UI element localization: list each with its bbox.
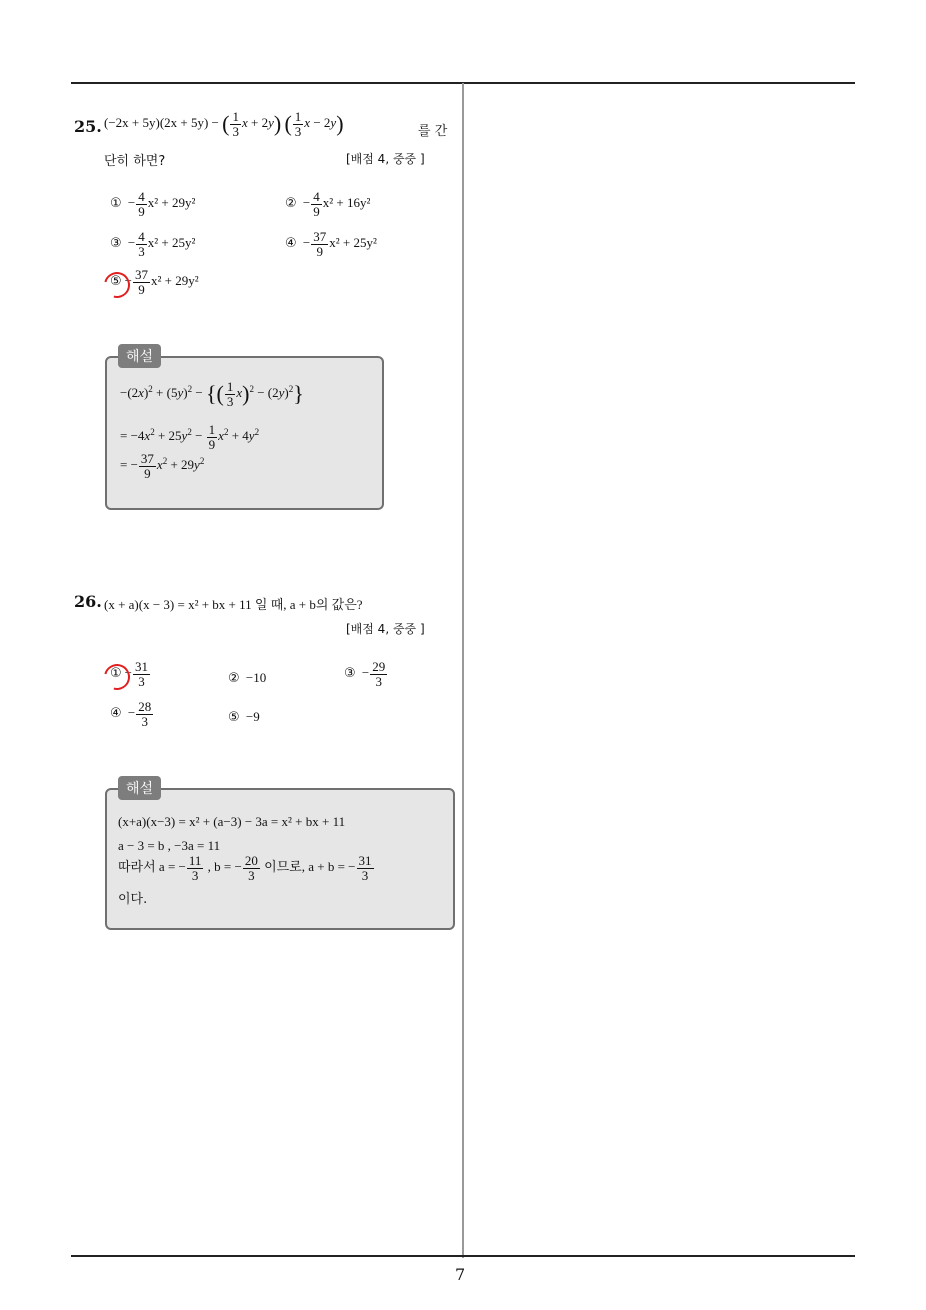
bottom-rule	[71, 1255, 855, 1257]
q25-choice-2[interactable]: ② − $\frac{4}{9}$ x² + 16y²	[285, 189, 371, 219]
q26-choice-4[interactable]: ④ − $\frac{28}{3}$	[110, 699, 152, 729]
q26-solution-tag: 해설	[118, 776, 161, 800]
q26-choice-3[interactable]: ③ − $\frac{29}{3}$	[344, 659, 386, 689]
question-25-expression: (−2x + 5y)(2x + 5y) − ( $\frac{1}{3}$ x + 2y) ( $\frac{1}{3}$ x − 2y)	[104, 109, 344, 139]
q25-solution-tag: 해설	[118, 344, 161, 368]
q26-solution-line-3: 따라서 a = − $\frac{11}{3}$ , b = − $\frac{20}{3}$ 이므로, a + b = − $\frac{31}{3}$	[118, 853, 372, 883]
q25-choice-1[interactable]: ① − $\frac{4}{9}$ x² + 29y²	[110, 189, 196, 219]
question-25-number: 25.	[74, 117, 102, 136]
q26-choice-2[interactable]: ② −10	[228, 670, 267, 686]
q26-solution-line-1: (x+a)(x−3) = x² + (a−3) − 3a = x² + bx + 11	[118, 814, 346, 829]
page-number: 7	[455, 1265, 466, 1284]
q25-solution-line-1: $-(2x)^2 + (5y)^2$ − {( $\frac{1}{3}$ $x)^2 - (2y)^2$}	[120, 379, 304, 409]
q25-solution-line-2: = $-4x^2 + 25y^2$ − $\frac{1}{9}$ $x^2 + 4y^2$	[120, 422, 260, 452]
column-divider	[462, 83, 464, 1258]
q25-choice-4[interactable]: ④ − $\frac{37}{9}$ x² + 25y²	[285, 229, 377, 259]
q25-choice-5[interactable]: ⑤ − $\frac{37}{9}$ x² + 29y²	[110, 267, 199, 297]
question-26-number: 26.	[74, 592, 102, 611]
question-25-line2: 단히 하면?	[104, 154, 166, 169]
q26-choice-5[interactable]: ⑤ −9	[228, 709, 260, 725]
q26-choice-1[interactable]: ① − $\frac{31}{3}$	[110, 659, 148, 689]
q25-choice-3[interactable]: ③ − $\frac{4}{3}$ x² + 25y²	[110, 229, 196, 259]
q25-expr-part: (−2x + 5y)(2x + 5y) −	[104, 115, 223, 131]
q26-solution-line-4: 이다.	[118, 892, 148, 907]
question-25-meta: [배점 4, 중중 ]	[346, 152, 425, 166]
q25-solution-line-3: = − $\frac{37}{9}$ $x^2 + 29y^2$	[120, 451, 205, 481]
question-26-text: (x + a)(x − 3) = x² + bx + 11 일 때, a + b의 값은?	[104, 597, 363, 612]
question-26-meta: [배점 4, 중중 ]	[346, 622, 425, 636]
q26-solution-line-2: a − 3 = b , −3a = 11	[118, 838, 221, 853]
question-25-tail: 를 간	[418, 124, 448, 139]
